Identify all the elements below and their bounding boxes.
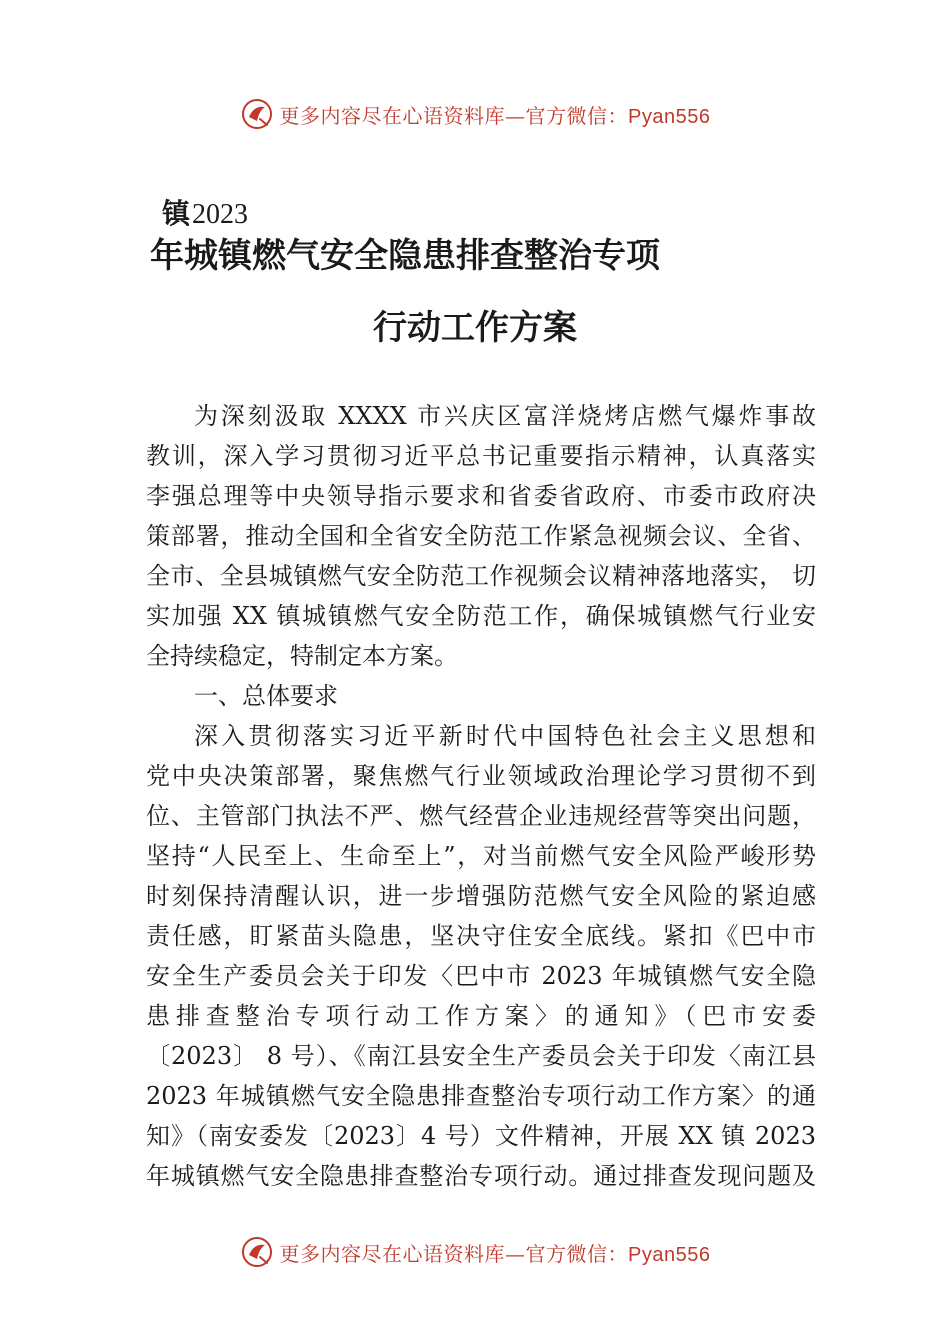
body-line: 全市、全县城镇燃气安全防范工作视频会议精神落地落实， 切 bbox=[146, 562, 816, 590]
watermark-wechat-id: Pyan556 bbox=[628, 105, 711, 128]
body-line: 位、主管部门执法不严、燃气经营企业违规经营等突出问题， bbox=[146, 802, 816, 830]
body-line: 实加强 XX 镇城镇燃气安全防范工作，确保城镇燃气行业安 bbox=[146, 602, 816, 630]
title-year: 2023 bbox=[192, 199, 249, 230]
section-heading: 一、总体要求 bbox=[194, 682, 338, 710]
title-prefix: 镇 bbox=[162, 197, 191, 230]
body-line: 患排查整治专项行动工作方案〉的通知》（巴市安委 bbox=[146, 1002, 816, 1030]
watermark-text bbox=[280, 1238, 711, 1267]
watermark-text bbox=[280, 100, 711, 129]
watermark-banner-bottom bbox=[0, 1232, 950, 1272]
watermark-banner-top bbox=[0, 94, 950, 134]
body-line: 策部署，推动全国和全省安全防范工作紧急视频会议、全省、 bbox=[146, 522, 816, 550]
body-line: 〔2023〕 8 号）、《南江县安全生产委员会关于印发〈南江县 bbox=[146, 1042, 816, 1070]
logo-icon bbox=[240, 97, 274, 131]
watermark-wechat-id: Pyan556 bbox=[628, 1243, 711, 1266]
body-line: 知》（南安委发〔2023〕4 号）文件精神，开展 XX 镇 2023 bbox=[146, 1122, 816, 1150]
body-line: 深入贯彻落实习近平新时代中国特色社会主义思想和 bbox=[194, 722, 816, 750]
body-line: 年城镇燃气安全隐患排查整治专项行动。通过排查发现问题及 bbox=[146, 1162, 816, 1190]
document-body bbox=[146, 396, 816, 1196]
logo-icon bbox=[240, 1235, 274, 1269]
title-line-1 bbox=[162, 192, 248, 232]
body-line: 教训，深入学习贯彻习近平总书记重要指示精神，认真落实 bbox=[146, 442, 816, 470]
body-line: 党中央决策部署，聚焦燃气行业领域政治理论学习贯彻不到 bbox=[146, 762, 816, 790]
body-line: 坚持“人民至上、生命至上”，对当前燃气安全风险严峻形势 bbox=[146, 842, 816, 870]
watermark-text-cn: 更多内容尽在心语资料库—官方微信： bbox=[279, 103, 629, 128]
body-line: 安全生产委员会关于印发〈巴中市 2023 年城镇燃气安全隐 bbox=[146, 962, 816, 990]
body-line: 李强总理等中央领导指示要求和省委省政府、市委市政府决 bbox=[146, 482, 816, 510]
body-line: 为深刻汲取 XXXX 市兴庆区富洋烧烤店燃气爆炸事故 bbox=[194, 402, 816, 430]
watermark-text-cn: 更多内容尽在心语资料库—官方微信： bbox=[279, 1241, 629, 1266]
body-line: 时刻保持清醒认识，进一步增强防范燃气安全风险的紧迫感 bbox=[146, 882, 816, 910]
title-line-3: 行动工作方案 bbox=[373, 308, 577, 348]
title-line-2: 年城镇燃气安全隐患排查整治专项 bbox=[150, 236, 660, 276]
body-line: 全持续稳定，特制定本方案。 bbox=[146, 642, 458, 670]
body-line: 责任感，盯紧苗头隐患，坚决守住安全底线。紧扣《巴中市 bbox=[146, 922, 816, 950]
body-line: 2023 年城镇燃气安全隐患排查整治专项行动工作方案〉的通 bbox=[146, 1082, 816, 1110]
